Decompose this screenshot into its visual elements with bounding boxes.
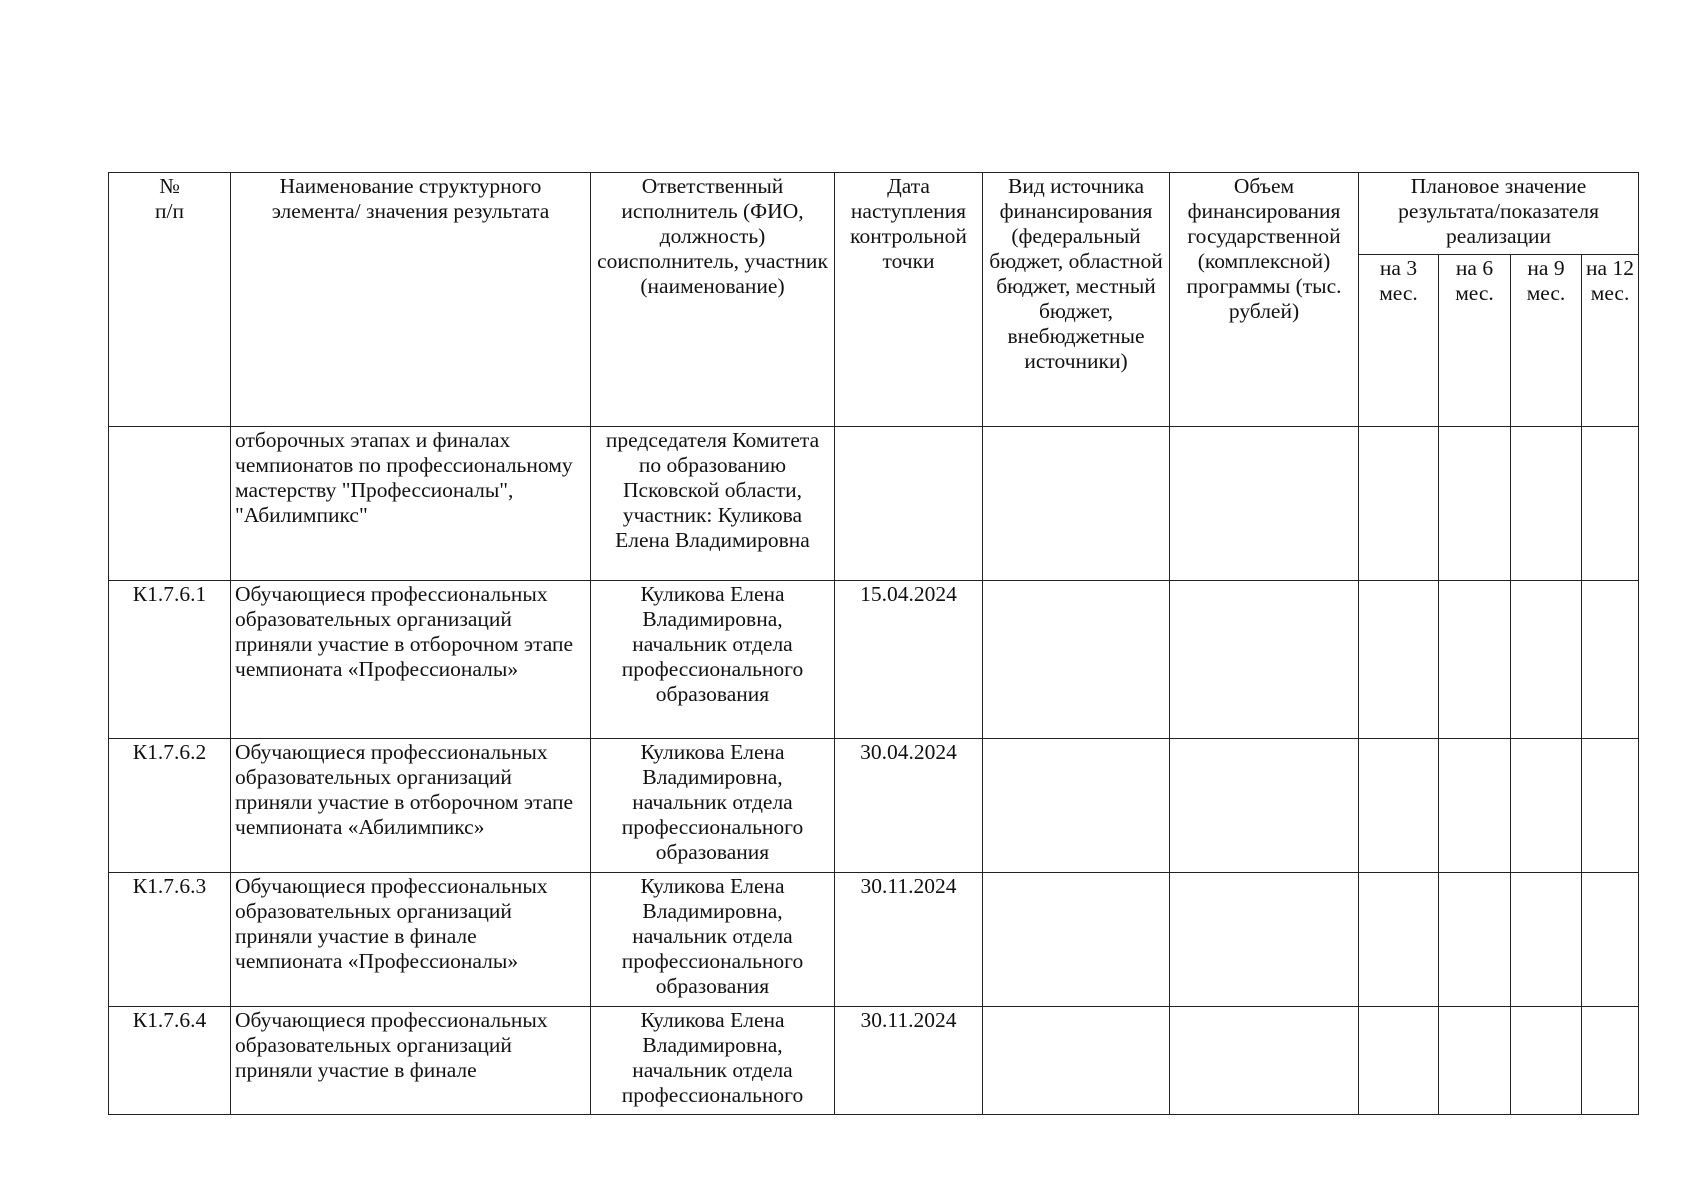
row-m12 (1582, 581, 1639, 739)
row-responsible: Куликова Елена Владимировна, начальник отдела профессионального образования (591, 581, 835, 739)
row-date (835, 427, 983, 581)
row-volume (1170, 873, 1359, 1007)
row-m6 (1439, 873, 1511, 1007)
row-responsible: Куликова Елена Владимировна, начальник отдела профессионального образования (591, 739, 835, 873)
header-volume: Объем финансирования государственной (комплексной) программы (тыс. рублей) (1170, 173, 1359, 427)
header-m3: на 3 мес. (1359, 255, 1439, 427)
header-responsible: Ответственный исполнитель (ФИО, должность) соисполнитель, участник (наименование) (591, 173, 835, 427)
row-m9 (1511, 873, 1582, 1007)
row-name: Обучающиеся профессиональных образовательных организаций приняли участие в финале чемпионата «Профессионалы» (231, 873, 591, 1007)
header-source: Вид источника финансирования (федеральный бюджет, областной бюджет, местный бюджет, внебюджетные источники) (983, 173, 1170, 427)
header-m12: на 12 мес. (1582, 255, 1639, 427)
row-volume (1170, 581, 1359, 739)
row-m6 (1439, 739, 1511, 873)
header-m9: на 9 мес. (1511, 255, 1582, 427)
row-responsible: Куликова Елена Владимировна, начальник отдела профессионального (591, 1007, 835, 1115)
row-name: Обучающиеся профессиональных образовательных организаций приняли участие в финале (231, 1007, 591, 1115)
table-row (109, 1007, 1639, 1115)
row-name: Обучающиеся профессиональных образовательных организаций приняли участие в отборочном этапе чемпионата «Абилимпикс» (231, 739, 591, 873)
row-date: 30.11.2024 (835, 873, 983, 1007)
plan-table (108, 172, 1639, 1115)
row-date: 15.04.2024 (835, 581, 983, 739)
row-num: К1.7.6.1 (109, 581, 231, 739)
header-num: № п/п (109, 173, 231, 427)
row-m12 (1582, 1007, 1639, 1115)
table-row (109, 739, 1639, 873)
row-m3 (1359, 1007, 1439, 1115)
row-m9 (1511, 739, 1582, 873)
row-num: К1.7.6.3 (109, 873, 231, 1007)
row-m3 (1359, 873, 1439, 1007)
row-m12 (1582, 427, 1639, 581)
row-volume (1170, 739, 1359, 873)
row-source (983, 581, 1170, 739)
row-num: К1.7.6.4 (109, 1007, 231, 1115)
row-source (983, 739, 1170, 873)
table-row (109, 427, 1639, 581)
row-date: 30.11.2024 (835, 1007, 983, 1115)
row-m6 (1439, 427, 1511, 581)
row-responsible: Куликова Елена Владимировна, начальник отдела профессионального образования (591, 873, 835, 1007)
row-name: Обучающиеся профессиональных образовательных организаций приняли участие в отборочном этапе чемпионата «Профессионалы» (231, 581, 591, 739)
table-row (109, 581, 1639, 739)
row-volume (1170, 427, 1359, 581)
row-m9 (1511, 427, 1582, 581)
header-name: Наименование структурного элемента/ значения результата (231, 173, 591, 427)
row-m6 (1439, 581, 1511, 739)
row-m9 (1511, 1007, 1582, 1115)
row-volume (1170, 1007, 1359, 1115)
row-m12 (1582, 739, 1639, 873)
header-date: Дата наступления контрольной точки (835, 173, 983, 427)
row-responsible: председателя Комитета по образованию Псковской области, участник: Куликова Елена Владимировна (591, 427, 835, 581)
row-source (983, 1007, 1170, 1115)
row-num: К1.7.6.2 (109, 739, 231, 873)
row-name: отборочных этапах и финалах чемпионатов по профессиональному мастерству "Профессионалы", "Абилимпикс" (231, 427, 591, 581)
table-row (109, 873, 1639, 1007)
row-m6 (1439, 1007, 1511, 1115)
row-num (109, 427, 231, 581)
row-date: 30.04.2024 (835, 739, 983, 873)
row-source (983, 873, 1170, 1007)
row-m12 (1582, 873, 1639, 1007)
row-m3 (1359, 427, 1439, 581)
row-m9 (1511, 581, 1582, 739)
header-planned: Плановое значение результата/показателя реализации (1359, 173, 1639, 255)
row-m3 (1359, 581, 1439, 739)
row-m3 (1359, 739, 1439, 873)
header-m6: на 6 мес. (1439, 255, 1511, 427)
row-source (983, 427, 1170, 581)
